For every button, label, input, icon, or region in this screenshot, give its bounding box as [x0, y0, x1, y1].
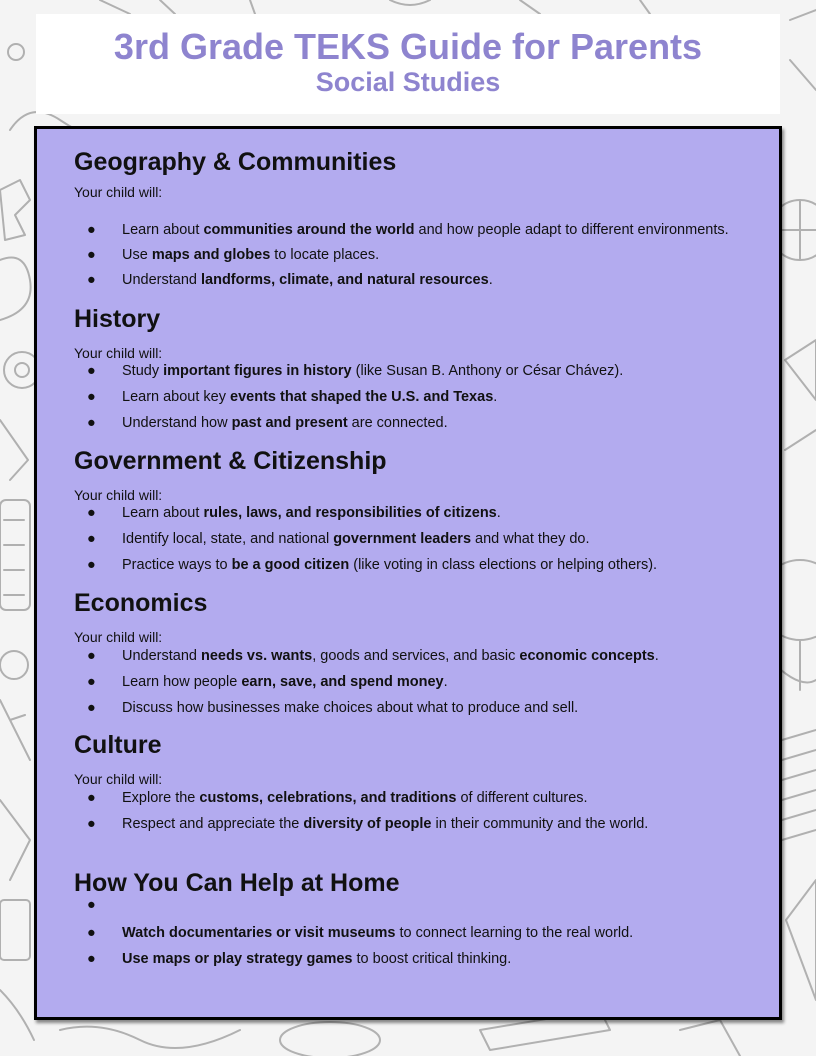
text-run: and how people adapt to different environments. [414, 222, 729, 238]
text-run: Explore the [122, 790, 200, 806]
emphasized-text: Use maps or play strategy games [122, 951, 353, 967]
title-banner [36, 14, 780, 114]
emphasized-text: customs, celebrations, and traditions [199, 790, 457, 806]
bullet-icon: ● [87, 247, 96, 263]
section-intro: Your child will: [74, 487, 163, 503]
list-item-text [122, 389, 497, 406]
emphasized-text: rules, laws, and responsibilities of citizens [203, 505, 497, 521]
pencil-doodle-icon [0, 420, 28, 480]
ruler-doodle-icon [790, 10, 816, 90]
bottom-scribble-icon [60, 1027, 240, 1048]
emphasized-text: maps and globes [151, 247, 271, 263]
text-run: Use [122, 247, 152, 263]
text-run: , goods and services, and basic [312, 648, 520, 664]
text-run: to connect learning to the real world. [395, 925, 634, 941]
page-title: 3rd Grade TEKS Guide for Parents [113, 26, 703, 67]
text-run: Discuss how businesses make choices about what to produce and sell. [122, 700, 579, 716]
emphasized-text: important figures in history [163, 363, 352, 379]
section-heading: How You Can Help at Home [74, 869, 400, 897]
top-edge-doodles-icon [100, 0, 650, 14]
text-run: Identify local, state, and national [122, 531, 334, 547]
marker-doodle-icon [0, 800, 30, 880]
emphasized-text: economic concepts [519, 648, 655, 664]
scissors-handle-icon [0, 651, 28, 679]
text-run: to locate places. [270, 247, 380, 263]
bullet-icon: ● [87, 363, 96, 379]
calculator-icon [0, 500, 30, 610]
text-run: . [496, 505, 501, 521]
emphasized-text: diversity of people [303, 816, 432, 832]
text-run: Study [122, 363, 164, 379]
list-item-text [122, 674, 448, 691]
list-item-text [122, 925, 633, 942]
ring-doodle-icon [8, 44, 24, 60]
bullet-icon: ● [87, 222, 96, 238]
list-item-text [122, 415, 448, 432]
envelope-doodle-icon [785, 340, 816, 400]
text-run: . [443, 674, 448, 690]
bullet-icon: ● [87, 531, 96, 547]
bullet-icon: ● [87, 925, 96, 941]
list-item-text [122, 272, 493, 289]
bullet-icon: ● [87, 790, 96, 806]
emphasized-text: Watch documentaries or visit museums [122, 925, 396, 941]
section-intro: Your child will: [74, 184, 163, 200]
section-intro: Your child will: [74, 771, 163, 787]
bullet-icon: ● [87, 816, 96, 832]
swirl-doodle-icon [0, 258, 31, 321]
section-heading: Culture [74, 731, 162, 759]
text-run: Understand [122, 648, 201, 664]
emphasized-text: communities around the world [203, 222, 415, 238]
bullet-icon: ● [87, 951, 96, 967]
section-heading: Geography & Communities [74, 148, 397, 176]
bullet-icon: ● [87, 674, 96, 690]
puzzle-piece-icon [0, 180, 30, 240]
list-item-text [122, 790, 588, 807]
list-item-text [122, 816, 648, 833]
text-run: Learn about [122, 505, 204, 521]
text-run: Understand [122, 272, 201, 288]
emphasized-text: needs vs. wants [201, 648, 313, 664]
list-item-text [122, 700, 578, 717]
set-square-icon [786, 880, 816, 1000]
text-run: Learn about [122, 222, 204, 238]
bullet-icon: ● [87, 700, 96, 716]
text-run: (like Susan B. Anthony or César Chávez). [351, 363, 624, 379]
text-run: are connected. [347, 415, 448, 431]
bullet-icon: ● [87, 415, 96, 431]
text-run: Understand how [122, 415, 232, 431]
text-run: Learn how people [122, 674, 242, 690]
text-run: in their community and the world. [431, 816, 649, 832]
emphasized-text: government leaders [333, 531, 472, 547]
bullet-icon: ● [87, 897, 96, 913]
bullet-icon: ● [87, 505, 96, 521]
bullet-icon: ● [87, 272, 96, 288]
curve-doodle-icon [0, 990, 34, 1040]
emphasized-text: past and present [231, 415, 348, 431]
notebook-doodle-icon [0, 900, 30, 960]
list-item-text [122, 951, 511, 968]
emphasized-text: earn, save, and spend money [241, 674, 444, 690]
text-run: . [493, 389, 498, 405]
section-intro: Your child will: [74, 629, 163, 645]
bullet-icon: ● [87, 557, 96, 573]
line-doodle-icon [785, 430, 816, 450]
section-heading: Government & Citizenship [74, 447, 387, 475]
section-heading: History [74, 305, 161, 333]
list-item-text [122, 531, 590, 548]
emphasized-text: events that shaped the U.S. and Texas [230, 389, 494, 405]
section-heading: Economics [74, 589, 208, 617]
emphasized-text: landforms, climate, and natural resources [201, 272, 489, 288]
text-run: Practice ways to [122, 557, 232, 573]
scissors-blade-icon [0, 700, 30, 760]
text-run: to boost critical thinking. [352, 951, 512, 967]
section-intro: Your child will: [74, 345, 163, 361]
list-item-text [122, 557, 657, 574]
bullet-icon: ● [87, 389, 96, 405]
text-run: of different cultures. [456, 790, 588, 806]
emphasized-text: be a good citizen [231, 557, 350, 573]
football-icon [280, 1022, 380, 1056]
text-run: . [488, 272, 493, 288]
list-item-text [122, 648, 659, 665]
text-run: Respect and appreciate the [122, 816, 304, 832]
text-run: (like voting in class elections or helping others). [349, 557, 658, 573]
sections-container [37, 129, 779, 1017]
page-subtitle: Social Studies [315, 67, 501, 97]
paperclip-icon [680, 1020, 740, 1056]
list-item-text [122, 505, 501, 522]
text-run: Learn about key [122, 389, 231, 405]
content-card [34, 126, 782, 1020]
text-run: . [654, 648, 659, 664]
text-run: and what they do. [471, 531, 590, 547]
lined-paper-icon [782, 730, 816, 840]
bullet-icon: ● [87, 648, 96, 664]
list-item-text [122, 247, 379, 264]
list-item-text [122, 222, 729, 239]
list-item-text [122, 363, 623, 380]
